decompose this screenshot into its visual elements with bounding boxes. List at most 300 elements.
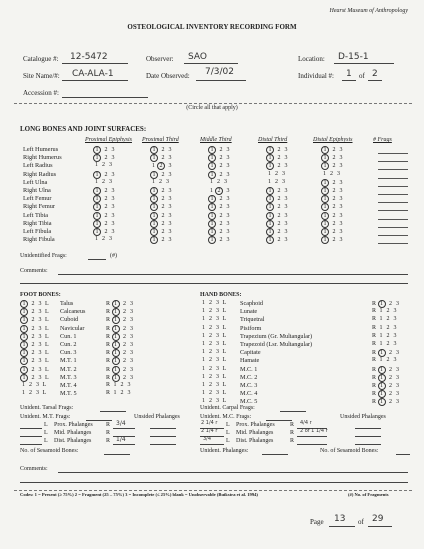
code[interactable]: 3	[130, 333, 134, 340]
code[interactable]: 3	[284, 237, 288, 244]
code[interactable]: 3	[168, 188, 172, 194]
code[interactable]: 3	[216, 398, 219, 405]
code[interactable]: 2	[161, 204, 165, 211]
circled-code[interactable]: 1	[20, 308, 28, 316]
individual-value[interactable]: 1	[346, 69, 352, 79]
code[interactable]: 3	[226, 163, 230, 170]
code[interactable]: 2	[123, 374, 127, 381]
circled-code[interactable]: 1	[150, 171, 158, 179]
code[interactable]: 3	[38, 342, 42, 348]
left-codes[interactable]: 1 2 3 L	[202, 357, 227, 364]
code[interactable]: 3	[127, 390, 131, 397]
code[interactable]: 1	[379, 316, 383, 323]
circled-code[interactable]: 1	[378, 349, 386, 357]
circled-code[interactable]: 1	[378, 374, 386, 382]
code[interactable]: 3	[339, 179, 343, 186]
left-codes[interactable]: 1 2 3 L	[22, 390, 47, 397]
circled-code[interactable]: 1	[321, 187, 329, 195]
circled-code[interactable]: 1	[266, 228, 274, 236]
circled-code[interactable]: 1	[20, 349, 28, 357]
code[interactable]: 1	[152, 163, 155, 170]
code[interactable]: 2	[332, 147, 336, 153]
code-group[interactable]	[208, 220, 232, 228]
frag-count-field[interactable]	[378, 180, 408, 187]
code-group[interactable]	[266, 171, 287, 177]
circled-code[interactable]: 1	[321, 236, 329, 244]
circled-code[interactable]: 1	[93, 195, 101, 203]
code[interactable]: 2	[277, 204, 281, 211]
code[interactable]: 3	[284, 212, 288, 219]
code[interactable]: 3	[393, 341, 397, 347]
circled-code[interactable]: 1	[20, 357, 28, 365]
code[interactable]: 3	[38, 358, 42, 365]
code[interactable]: 3	[166, 178, 169, 185]
code[interactable]: 3	[36, 390, 39, 397]
code[interactable]: 3	[284, 163, 288, 170]
right-codes[interactable]: R 1 2 3	[106, 342, 134, 348]
right-codes[interactable]: R 1 2 3	[372, 341, 397, 347]
code-group[interactable]	[208, 236, 232, 244]
right-codes[interactable]: R 1 2 3	[106, 382, 131, 388]
circled-code[interactable]: 1	[112, 366, 120, 374]
code[interactable]: 2	[102, 178, 105, 185]
circled-code[interactable]: 1	[93, 220, 101, 228]
code-group[interactable]	[266, 195, 290, 203]
circled-code[interactable]: 1	[208, 171, 216, 179]
code[interactable]: 3	[216, 324, 219, 331]
circled-code[interactable]: 1	[20, 374, 28, 382]
code[interactable]: 2	[219, 196, 223, 203]
code[interactable]: 2	[386, 308, 390, 315]
code-group[interactable]	[93, 220, 117, 228]
code[interactable]: 2	[31, 342, 35, 348]
circled-code[interactable]: 1	[150, 212, 158, 220]
circled-code[interactable]: 1	[20, 341, 28, 349]
code[interactable]: 3	[111, 220, 115, 227]
date-value[interactable]: 7/3/02	[205, 67, 234, 77]
right-codes[interactable]: R 1 2 3	[372, 357, 397, 364]
code[interactable]: 1	[202, 398, 205, 405]
code[interactable]: 1	[202, 300, 205, 306]
code-group[interactable]	[266, 212, 290, 220]
code-group[interactable]	[93, 203, 117, 211]
left-codes[interactable]: 1 2 3 L	[202, 398, 227, 405]
code[interactable]: 3	[226, 212, 230, 219]
code-group[interactable]	[150, 162, 174, 170]
code[interactable]: 2	[209, 316, 212, 323]
code[interactable]: 1	[95, 178, 98, 185]
frag-count-field[interactable]	[378, 204, 408, 211]
frag-count-field[interactable]	[378, 221, 408, 228]
code-group[interactable]	[321, 187, 345, 195]
code[interactable]: 2	[102, 162, 105, 169]
code-group[interactable]	[321, 195, 345, 203]
code[interactable]: 2	[31, 325, 35, 332]
code[interactable]: 2	[161, 212, 165, 219]
code[interactable]: 2	[123, 350, 127, 357]
code-group[interactable]	[321, 146, 345, 154]
code-group[interactable]	[150, 220, 174, 228]
code-group[interactable]	[266, 162, 290, 170]
left-codes[interactable]: 1 2 3 L	[22, 382, 47, 388]
code[interactable]: 2	[209, 341, 212, 347]
circled-code[interactable]: 1	[208, 195, 216, 203]
circled-code[interactable]: 1	[112, 325, 120, 333]
circled-code[interactable]: 1	[321, 220, 329, 228]
left-codes[interactable]: 1 2 3 L	[20, 374, 49, 382]
frag-count-field[interactable]	[378, 229, 408, 236]
code[interactable]: 2	[104, 196, 108, 203]
right-codes[interactable]: R 1 2 3	[106, 317, 134, 324]
right-codes[interactable]: R 1 2 3	[372, 350, 400, 357]
left-codes[interactable]: 1 2 3 L	[20, 325, 49, 333]
code[interactable]: 3	[111, 171, 115, 178]
circled-code[interactable]: 1	[20, 333, 28, 341]
code[interactable]: 2	[209, 373, 212, 380]
circled-code[interactable]: 1	[266, 154, 274, 162]
circled-code[interactable]: 1	[378, 382, 386, 390]
code[interactable]: 2	[332, 229, 336, 235]
left-codes[interactable]: 1 2 3 L	[20, 300, 49, 308]
code[interactable]: 2	[332, 237, 336, 244]
code[interactable]: 3	[224, 178, 227, 185]
code[interactable]: 3	[393, 332, 397, 339]
code-group[interactable]	[208, 171, 232, 179]
frag-count-field[interactable]	[378, 196, 408, 203]
code[interactable]: 2	[219, 155, 223, 162]
code[interactable]: 2	[277, 196, 281, 203]
code[interactable]: 1	[95, 162, 98, 169]
code-group[interactable]	[150, 236, 174, 244]
code[interactable]: 3	[216, 390, 219, 397]
hand-dist-l-value[interactable]: 3/4	[203, 436, 212, 442]
circled-code[interactable]: 1	[93, 203, 101, 211]
right-codes[interactable]: R 1 2 3	[106, 390, 131, 397]
code[interactable]: 2	[277, 163, 281, 170]
left-codes[interactable]: 1 2 3 L	[202, 390, 227, 397]
code[interactable]: 2	[161, 171, 165, 178]
code-group[interactable]	[321, 154, 345, 162]
code[interactable]: 3	[168, 204, 172, 211]
code[interactable]: 3	[226, 196, 230, 203]
code[interactable]: 2	[209, 357, 212, 364]
circled-code[interactable]: 1	[378, 398, 386, 406]
code[interactable]: 3	[109, 236, 112, 243]
code-group[interactable]	[208, 154, 232, 162]
code-group[interactable]	[93, 195, 117, 203]
code[interactable]: 3	[284, 220, 288, 227]
circled-code[interactable]: 1	[321, 195, 329, 203]
left-codes[interactable]: 1 2 3 L	[202, 365, 227, 372]
code-group[interactable]	[93, 162, 114, 168]
code[interactable]: 1	[202, 390, 205, 397]
code[interactable]: 2	[161, 229, 165, 235]
code-group[interactable]	[266, 203, 290, 211]
code[interactable]: 1	[202, 373, 205, 380]
code-group[interactable]	[93, 228, 117, 236]
right-codes[interactable]: R 1 2 3	[372, 332, 397, 339]
code[interactable]: 3	[111, 229, 115, 235]
code-group[interactable]	[93, 212, 117, 220]
code[interactable]: 1	[202, 332, 205, 339]
code[interactable]: 3	[109, 178, 112, 185]
code[interactable]: 2	[29, 382, 32, 388]
code[interactable]: 2	[332, 204, 336, 211]
circled-code[interactable]: 1	[150, 187, 158, 195]
code[interactable]: 2	[123, 333, 127, 340]
observer-value[interactable]: SAO	[188, 52, 207, 62]
circled-code[interactable]: 1	[266, 187, 274, 195]
code[interactable]: 3	[111, 212, 115, 219]
code[interactable]: 3	[168, 237, 172, 244]
circled-code[interactable]: 1	[321, 162, 329, 170]
code[interactable]: 3	[130, 301, 134, 307]
code[interactable]: 3	[396, 399, 400, 406]
code[interactable]: 2	[209, 324, 212, 331]
catalogue-value[interactable]: 12-5472	[70, 52, 108, 62]
left-codes[interactable]: 1 2 3 L	[202, 382, 227, 388]
circled-code[interactable]: 1	[150, 154, 158, 162]
code[interactable]: 2	[102, 236, 105, 243]
code[interactable]: 2	[275, 170, 278, 177]
circled-code[interactable]: 1	[321, 146, 329, 154]
right-codes[interactable]: R 1 2 3	[372, 366, 400, 373]
code[interactable]: 1	[202, 357, 205, 364]
hand-prox-r-value[interactable]: 4/4 r	[300, 420, 312, 426]
code[interactable]: 3	[226, 171, 230, 178]
code[interactable]: 3	[130, 358, 134, 365]
frag-count-field[interactable]	[378, 213, 408, 220]
frag-count-field[interactable]	[378, 172, 408, 179]
code[interactable]: 2	[389, 301, 393, 307]
code[interactable]: 3	[226, 188, 230, 194]
code[interactable]: 3	[339, 155, 343, 162]
left-codes[interactable]: 1 2 3 L	[202, 341, 227, 347]
circled-code[interactable]: 1	[321, 154, 329, 162]
code[interactable]: 3	[393, 316, 397, 323]
code-group[interactable]	[208, 179, 229, 185]
circled-code[interactable]: 1	[208, 154, 216, 162]
left-codes[interactable]: 1 2 3 L	[202, 324, 227, 331]
code-group[interactable]	[321, 203, 345, 211]
circled-code[interactable]: 1	[150, 228, 158, 236]
right-codes[interactable]: R 1 2 3	[372, 324, 397, 331]
circled-code[interactable]: 1	[378, 300, 386, 308]
code[interactable]: 3	[216, 365, 219, 372]
code[interactable]: 3	[130, 374, 134, 381]
circled-code[interactable]: 1	[266, 236, 274, 244]
code[interactable]: 3	[216, 300, 219, 306]
code[interactable]: 2	[123, 342, 127, 348]
code[interactable]: 1	[113, 382, 117, 388]
foot-dist-r-value[interactable]: 1/4	[116, 436, 126, 443]
code-group[interactable]	[150, 195, 174, 203]
code[interactable]: 3	[168, 220, 172, 227]
left-codes[interactable]: 1 2 3 L	[20, 308, 49, 316]
code[interactable]: 1	[210, 178, 213, 185]
code[interactable]: 2	[277, 155, 281, 162]
code[interactable]: 2	[120, 382, 124, 388]
left-codes[interactable]: 1 2 3 L	[202, 349, 227, 356]
code[interactable]: 3	[168, 155, 172, 162]
code[interactable]: 2	[159, 178, 162, 185]
code[interactable]: 2	[209, 382, 212, 388]
code[interactable]: 2	[120, 390, 124, 397]
code[interactable]: 2	[31, 358, 35, 365]
code[interactable]: 2	[104, 171, 108, 178]
code-group[interactable]	[93, 187, 117, 195]
code[interactable]: 1	[202, 349, 205, 356]
code[interactable]: 2	[123, 301, 127, 307]
code[interactable]: 1	[202, 341, 205, 347]
code[interactable]: 3	[38, 301, 42, 307]
code-group[interactable]	[266, 228, 290, 236]
code[interactable]: 1	[113, 390, 117, 397]
circled-code[interactable]: 1	[266, 203, 274, 211]
code[interactable]: 1	[379, 332, 383, 339]
code[interactable]: 2	[31, 317, 35, 324]
page-total[interactable]: 29	[372, 514, 384, 524]
code[interactable]: 3	[339, 204, 343, 211]
code[interactable]: 3	[111, 188, 115, 194]
circled-code[interactable]: 1	[20, 366, 28, 374]
code[interactable]: 2	[219, 204, 223, 211]
frag-count-field[interactable]	[378, 188, 408, 195]
code[interactable]: 2	[277, 220, 281, 227]
code[interactable]: 2	[277, 147, 281, 153]
code[interactable]: 3	[282, 178, 285, 185]
right-codes[interactable]: R 1 2 3	[106, 366, 134, 373]
code[interactable]: 3	[284, 229, 288, 235]
code-group[interactable]	[321, 162, 345, 170]
code[interactable]: 2	[389, 391, 393, 398]
code[interactable]: 3	[396, 391, 400, 398]
code[interactable]: 2	[161, 188, 165, 194]
code[interactable]: 3	[216, 341, 219, 347]
code[interactable]: 2	[386, 316, 390, 323]
circled-code[interactable]: 1	[208, 162, 216, 170]
left-codes[interactable]: 1 2 3 L	[20, 357, 49, 365]
right-codes[interactable]: R 1 2 3	[106, 333, 134, 340]
code[interactable]: 3	[339, 196, 343, 203]
code[interactable]: 2	[219, 237, 223, 244]
code-group[interactable]	[93, 236, 114, 242]
code[interactable]: 2	[277, 188, 281, 194]
code[interactable]: 1	[379, 357, 383, 364]
left-codes[interactable]: 1 2 3 L	[20, 333, 49, 341]
code[interactable]: 3	[38, 309, 42, 316]
code[interactable]: 3	[216, 308, 219, 315]
code-group[interactable]	[266, 187, 290, 195]
code[interactable]: 1	[152, 178, 155, 185]
hand-mid-r-value[interactable]: 2 of 1 1/4 r	[300, 428, 328, 434]
code[interactable]: 3	[339, 163, 343, 170]
code[interactable]: 2	[123, 317, 127, 324]
code[interactable]: 1	[268, 170, 271, 177]
right-codes[interactable]: R 1 2 3	[372, 301, 400, 307]
code[interactable]: 2	[332, 196, 336, 203]
code[interactable]: 2	[209, 300, 212, 306]
code-group[interactable]	[93, 179, 114, 185]
code[interactable]: 2	[332, 179, 336, 186]
code-group[interactable]	[266, 146, 290, 154]
code[interactable]: 3	[38, 366, 42, 373]
right-codes[interactable]: R 1 2 3	[372, 374, 400, 381]
code[interactable]: 3	[168, 163, 172, 170]
code[interactable]: 2	[330, 170, 333, 177]
code[interactable]: 3	[216, 357, 219, 364]
circled-code[interactable]: 1	[93, 171, 101, 179]
code[interactable]: 1	[202, 382, 205, 388]
code-group[interactable]	[93, 171, 117, 179]
left-codes[interactable]: 1 2 3 L	[20, 316, 49, 324]
code[interactable]: 3	[38, 350, 42, 357]
right-codes[interactable]: R 1 2 3	[372, 316, 397, 323]
code[interactable]: 1	[22, 390, 25, 397]
circled-code[interactable]: 1	[20, 300, 28, 308]
circled-code[interactable]: 1	[266, 146, 274, 154]
right-codes[interactable]: R 1 2 3	[106, 325, 134, 332]
code[interactable]: 2	[277, 237, 281, 244]
circled-code[interactable]: 1	[20, 316, 28, 324]
left-codes[interactable]: 1 2 3 L	[202, 373, 227, 380]
code-group[interactable]	[150, 171, 174, 179]
code[interactable]: 3	[38, 317, 42, 324]
left-codes[interactable]: 1 2 3 L	[202, 300, 227, 306]
right-codes[interactable]: R 1 2 3	[106, 309, 134, 316]
code[interactable]: 3	[284, 196, 288, 203]
code-group[interactable]	[321, 236, 345, 244]
code[interactable]: 2	[332, 220, 336, 227]
code-group[interactable]	[150, 154, 174, 162]
code-group[interactable]	[321, 228, 345, 236]
circled-code[interactable]: 1	[112, 300, 120, 308]
code-group[interactable]	[266, 154, 290, 162]
code[interactable]: 3	[226, 204, 230, 211]
circled-code[interactable]: 1	[321, 179, 329, 187]
code[interactable]: 2	[219, 212, 223, 219]
code[interactable]: 2	[389, 374, 393, 381]
code[interactable]: 3	[393, 324, 397, 331]
code[interactable]: 3	[339, 188, 343, 194]
frag-count-field[interactable]	[378, 155, 408, 162]
code[interactable]: 2	[332, 212, 336, 219]
code[interactable]: 3	[38, 333, 42, 340]
code-group[interactable]	[93, 154, 117, 162]
circled-code[interactable]: 1	[150, 203, 158, 211]
code[interactable]: 2	[31, 350, 35, 357]
code[interactable]: 2	[104, 212, 108, 219]
code[interactable]: 3	[396, 383, 400, 389]
code[interactable]: 2	[219, 220, 223, 227]
code[interactable]: 2	[275, 178, 278, 185]
code[interactable]: 3	[339, 237, 343, 244]
circled-code[interactable]: 1	[93, 228, 101, 236]
code[interactable]: 3	[226, 220, 230, 227]
circled-code[interactable]: 1	[208, 220, 216, 228]
circled-code[interactable]: 1	[112, 316, 120, 324]
circled-code[interactable]: 1	[266, 162, 274, 170]
code[interactable]: 2	[209, 365, 212, 372]
code[interactable]: 2	[219, 147, 223, 153]
circled-code[interactable]: 1	[112, 308, 120, 316]
left-codes[interactable]: 1 2 3 L	[20, 341, 49, 349]
code[interactable]: 1	[379, 308, 383, 315]
code[interactable]: 3	[339, 229, 343, 235]
code[interactable]: 2	[209, 390, 212, 397]
code[interactable]: 3	[339, 220, 343, 227]
right-codes[interactable]: R 1 2 3	[372, 391, 400, 398]
